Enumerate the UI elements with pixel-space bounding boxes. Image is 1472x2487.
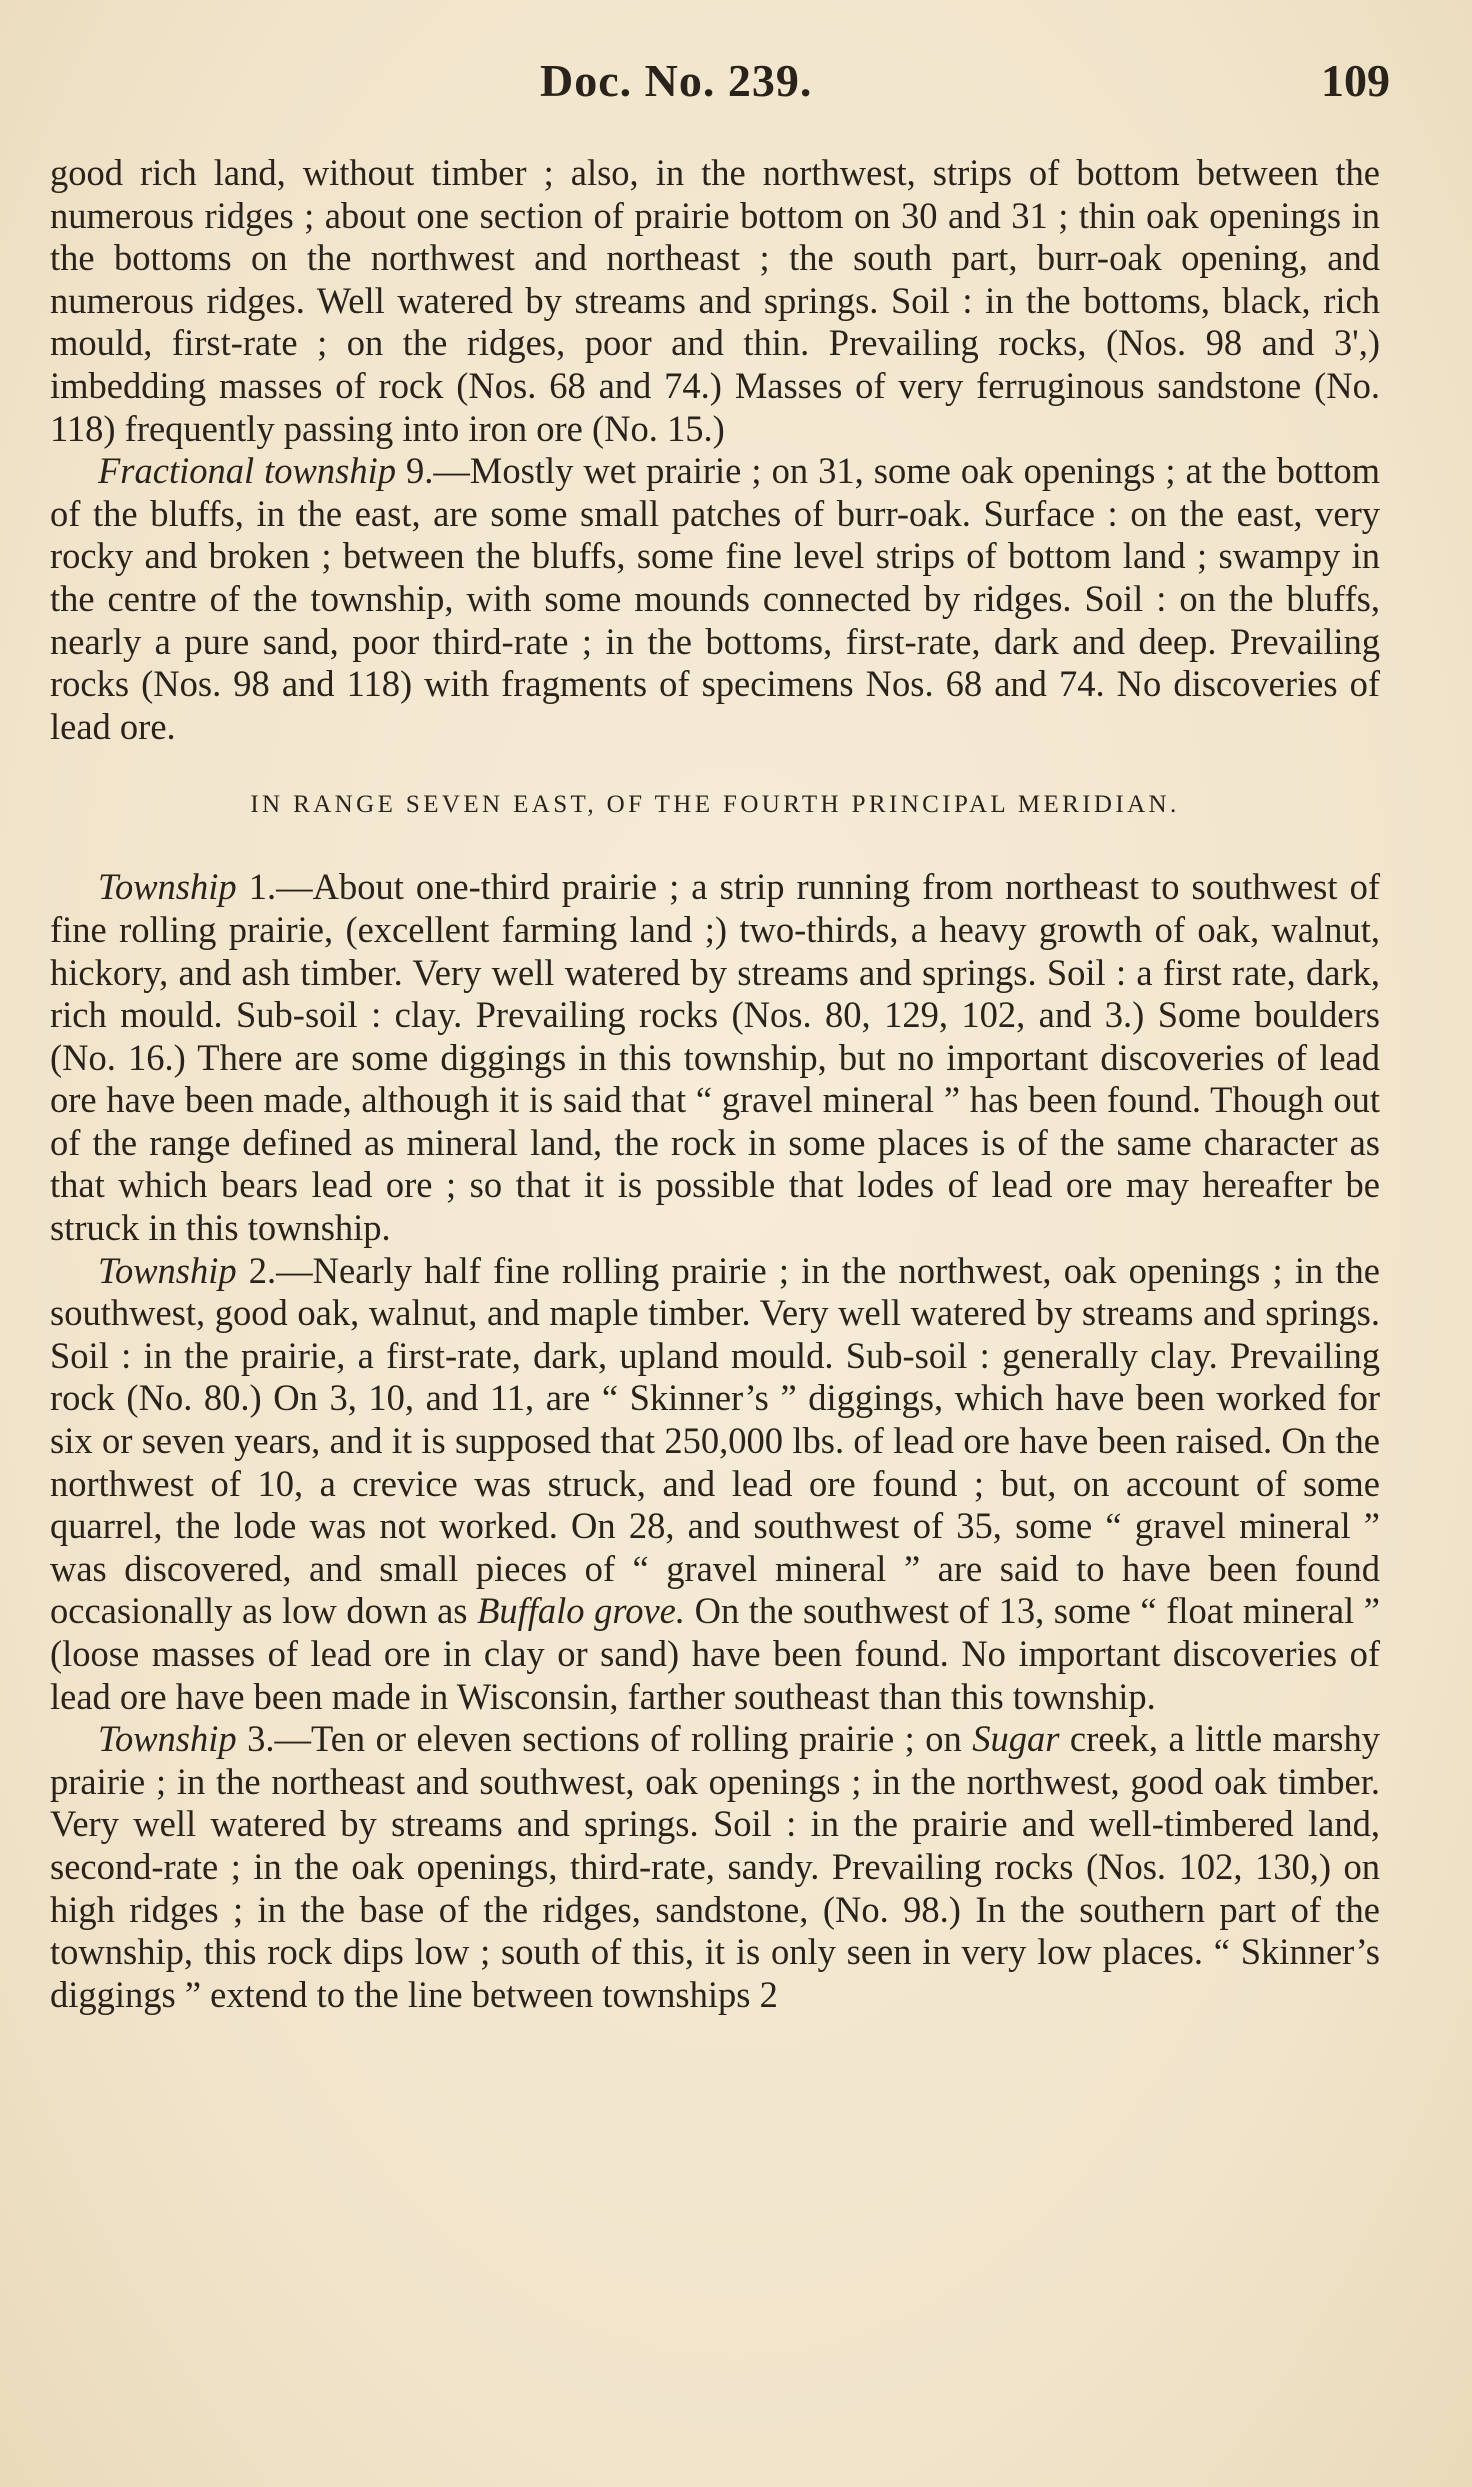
paragraph-lead: Township (98, 1718, 237, 1760)
paragraph (50, 152, 1380, 450)
section-heading: IN RANGE SEVEN EAST, OF THE FOURTH PRINCIPAL MERIDIAN. (250, 791, 1180, 819)
paragraph-lead: Fractional township (98, 450, 396, 492)
paragraph (50, 866, 1380, 1249)
paragraph-text: good rich land, without timber ; also, in the northwest, strips of bottom between the numerous ridges ; about one section of prairie bottom on 30 and 31 ; thin oak openings in the bottoms on the northwest and northeast ; the south part, burr-oak opening, and numerous ridges. Well watered by streams and springs. Soil : in the bottoms, black, rich mould, first-rate ; on the ridges, poor and thin. Prevailing rocks, (Nos. 98 and 3',) imbedding masses of rock (Nos. 68 and 74.) Masses of very ferruginous sandstone (No. 118) frequently passing into iron ore (No. 15.) (50, 152, 1380, 449)
running-title: Doc. No. 239. (540, 55, 813, 106)
paragraph-text: 3.—Ten or eleven sections of rolling prairie ; on (236, 1718, 973, 1760)
paragraph-lead: Township (98, 866, 237, 908)
paragraph-text-continued: On the southwest of 13, some “ float mineral ” (loose masses of lead ore in clay or sand) have been found. No important discoveries of lead ore have been made in Wisconsin, farther southeast than this township. (50, 1590, 1380, 1717)
paragraph (50, 450, 1380, 748)
paragraph-text: 2.—Nearly half fine rolling prairie ; in the northwest, oak openings ; in the southwest, good oak, walnut, and maple timber. Very well watered by streams and springs. Soil : in the prairie, a first-rate, dark, upland mould. Sub-soil : generally clay. Prevailing rock (No. 80.) On 3, 10, and 11, are “ Skinner’s ” diggings, which have been worked for six or seven years, and it is supposed that 250,000 lbs. of lead ore have been raised. On the northwest of 10, a crevice was struck, and lead ore found ; but, on account of some quarrel, the lode was not worked. On 28, and southwest of 35, some “ gravel mineral ” was discovered, and small pieces of “ gravel mineral ” are said to have been found occasionally as low down as (50, 1249, 1380, 1632)
place-name: Buffalo grove. (477, 1590, 685, 1632)
paragraph-text-continued: creek, a little marshy prairie ; in the northeast and southwest, oak openings ; in the northwest, good oak timber. Very well watered by streams and springs. Soil : in the prairie and well-timbered land, second-rate ; in the oak openings, third-rate, sandy. Prevailing rocks (Nos. 102, 130,) on high ridges ; in the base of the ridges, sandstone, (No. 98.) In the southern part of the township, this rock dips low ; south of this, it is only seen in very low places. “ Skinner’s diggings ” extend to the line between townships 2 (50, 1718, 1381, 2015)
body-text (50, 152, 1380, 2016)
paragraph-text: 9.—Mostly wet prairie ; on 31, some oak openings ; at the bottom of the bluffs, in the east, are some small patches of burr-oak. Surface : on the east, very rocky and broken ; between the bluffs, some fine level strips of bottom land ; swampy in the centre of the township, with some mounds connected by ridges. Soil : on the bluffs, nearly a pure sand, poor third-rate ; in the bottoms, first-rate, dark and deep. Prevailing rocks (Nos. 98 and 118) with fragments of specimens Nos. 68 and 74. No discoveries of lead ore. (50, 450, 1380, 747)
paragraph (50, 1718, 1380, 2016)
page-header (540, 54, 1390, 114)
paragraph-lead: Township (98, 1249, 237, 1291)
paragraph-text: 1.—About one-third prairie ; a strip running from northeast to southwest of fine rolling prairie, (excellent farming land ;) two-thirds, a heavy growth of oak, walnut, hickory, and ash timber. Very well watered by streams and springs. Soil : a first rate, dark, rich mould. Sub-soil : clay. Prevailing rocks (Nos. 80, 129, 102, and 3.) Some boulders (No. 16.) There are some diggings in this township, but no important discoveries of lead ore have been made, although it is said that “ gravel mineral ” has been found. Though out of the range defined as mineral land, the rock in some places is of the same character as that which bears lead ore ; so that it is possible that lodes of lead ore may hereafter be struck in this township. (50, 866, 1380, 1249)
place-name: Sugar (972, 1718, 1060, 1760)
paragraph (50, 1250, 1380, 1719)
page-number: 109 (1321, 55, 1390, 106)
